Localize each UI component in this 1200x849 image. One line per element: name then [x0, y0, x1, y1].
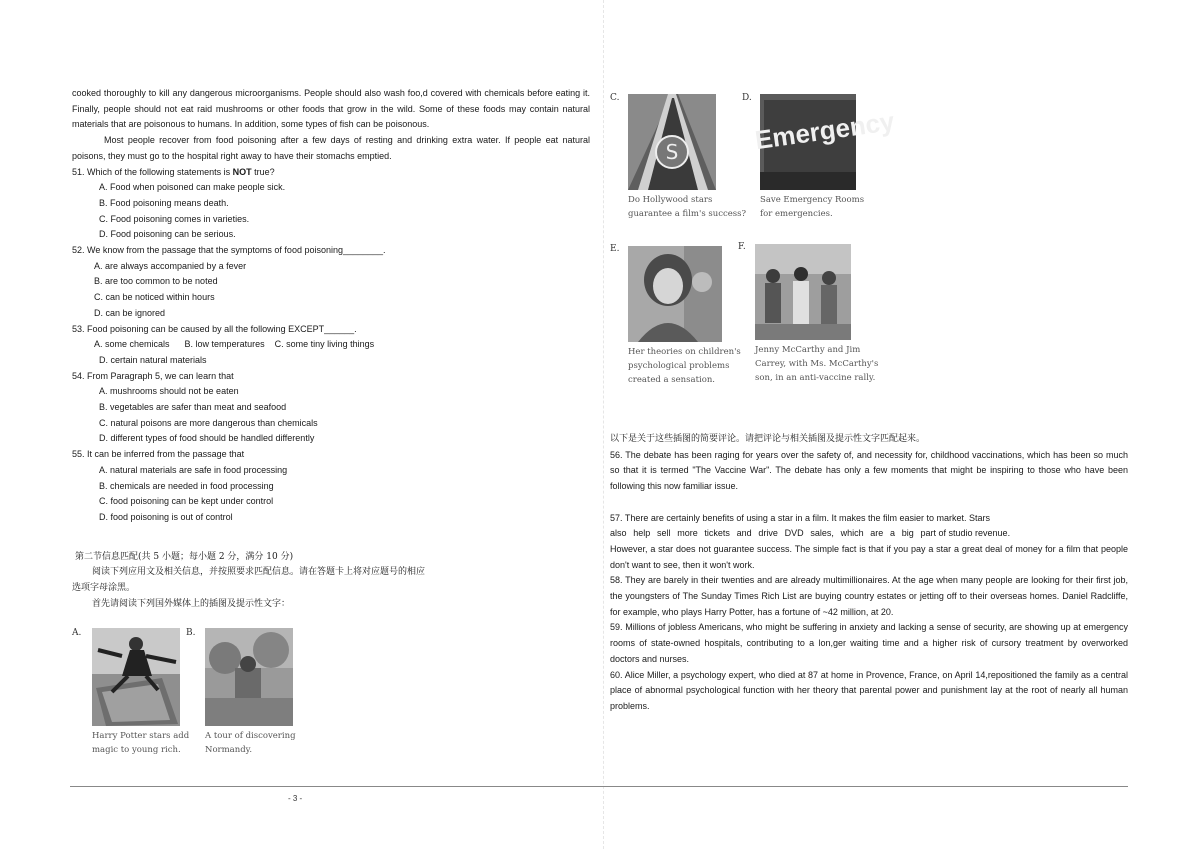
q53-option-a: A. some chemicals: [94, 339, 170, 350]
question-54-stem: 54. From Paragraph 5, we can learn that: [72, 370, 234, 381]
q54-option-d: D. different types of food should be handled differently: [99, 433, 315, 444]
figure-c-caption-2: guarantee a film's success?: [628, 209, 747, 219]
q55-option-b: B. chemicals are needed in food processing: [99, 480, 274, 491]
anti-vaccine-rally-image: [755, 244, 851, 340]
q54-option-b: B. vegetables are safer than meat and seafood: [99, 402, 287, 413]
emergency-sign-image: [753, 94, 897, 190]
item-60: 60. Alice Miller, a psychology expert, who died at 87 at home in Provence, France, on April 14,repositioned the family as a central place of abnormal psychological function with her theory that parental power and punishment lay at the root of nearly all human problems.: [610, 669, 1128, 711]
emergency-sign-text: Emergency: [753, 105, 897, 156]
q53-option-d: D. certain natural materials: [99, 354, 207, 365]
figure-f-letter: F.: [738, 242, 746, 252]
item-57-line-3: However, a star does not guarantee success. The simple fact is that if you pay a star a great deal of money for a film that people don't want to see, then it won't work.: [610, 543, 1128, 570]
alice-miller-portrait-image: [628, 246, 722, 342]
q52-option-d: D. can be ignored: [94, 307, 166, 318]
harry-potter-stars-image: [92, 628, 180, 726]
figure-c-letter: C.: [610, 93, 620, 103]
section-title: 第二节信息匹配(共 5 小题；每小题 2 分，满分 10 分): [75, 551, 294, 562]
q51-option-a: A. Food when poisoned can make people sick.: [99, 182, 286, 193]
question-51-stem: 51. Which of the following statements is NOT true?: [72, 166, 275, 177]
figure-a-caption-2: magic to young rich.: [92, 745, 181, 755]
q51-option-d: D. Food poisoning can be serious.: [99, 229, 236, 240]
figure-b-caption-1: A tour of discovering: [205, 731, 296, 741]
q51-option-c: C. Food poisoning comes in varieties.: [99, 213, 250, 224]
q52-option-b: B. are too common to be noted: [94, 276, 218, 287]
q54-option-a: A. mushrooms should not be eaten: [99, 386, 239, 397]
q55-option-a: A. natural materials are safe in food processing: [99, 464, 288, 475]
paragraph-2: Most people recover from food poisoning after a few days of resting and drinking extra water. If people eat natural poisons, they must go to the hospital right away to have their stomachs emptied.: [72, 135, 590, 161]
figure-b-letter: B.: [186, 628, 196, 638]
figure-e-caption-2: psychological problems: [628, 361, 730, 371]
question-53-stem: 53. Food poisoning can be caused by all the following EXCEPT______.: [72, 323, 357, 334]
figure-f-caption-2: Carrey, with Ms. McCarthy's: [755, 359, 879, 369]
q55-option-d: D. food poisoning is out of control: [99, 511, 233, 522]
left-column: [72, 86, 590, 613]
figure-e-caption-1: Her theories on children's: [628, 347, 741, 357]
figure-d-photo: [753, 94, 897, 190]
figure-a-caption-1: Harry Potter stars add: [92, 731, 190, 741]
item-56: 56. The debate has been raging for years over the safety of, and necessity for, childhood vaccinations, which has been so much so that it is termed "The Vaccine War". The debate has only a few moments that might be inspiring to those who have been following this now familiar issue.: [610, 449, 1128, 492]
figure-a-letter: A.: [72, 628, 82, 638]
q52-option-a: A. are always accompanied by a fever: [94, 260, 247, 271]
q53-option-c: C. some tiny living things: [274, 339, 375, 350]
instruction-line-3: 首先请阅读下列国外媒体上的插图及提示性文字：: [92, 598, 291, 609]
q54-option-c: C. natural poisons are more dangerous than chemicals: [99, 417, 318, 428]
figure-a-photo: [92, 628, 180, 726]
item-59: 59. Millions of jobless Americans, who might be suffering in anxiety and lacking a sense of security, are showing up at emergency rooms of state-owned hospitals, contributing to a lon,ger waiting time and a higher risk of cursory treatment by overworked doctors and nurses.: [610, 622, 1128, 664]
svg-text:S: S: [665, 140, 679, 164]
question-55-stem: 55. It can be inferred from the passage that: [72, 449, 245, 460]
figure-e-caption-3: created a sensation.: [628, 375, 716, 385]
figure-b-photo: [205, 628, 293, 726]
q53-options-abc: [72, 337, 590, 353]
figure-d-caption-1: Save Emergency Rooms: [760, 195, 865, 205]
item-58: 58. They are barely in their twenties and are already multimillionaires. At the age when many people are looking for their first job, the youngsters of The Sunday Times Rich List are buying country estates or jetting off to their overseas homes. Daniel Radcliffe, for example, who plays Harry Potter, has a fortune of ~42 million, at 20.: [610, 575, 1128, 617]
item-57-line-1: 57. There are certainly benefits of using a star in a film. It makes the film easier to market. Stars: [610, 512, 990, 523]
hollywood-star-dollar-image: [628, 94, 716, 190]
item-57-line-2-spread: also help sell more tickets and drive DVD sales, which are a big part: [610, 528, 936, 539]
figure-f-caption-1: Jenny McCarthy and Jim: [755, 345, 861, 355]
figure-e-photo: [628, 246, 722, 342]
figure-f-photo: [755, 244, 851, 340]
figure-b-caption-2: Normandy.: [205, 745, 253, 755]
question-52-stem: 52. We know from the passage that the symptoms of food poisoning________.: [72, 245, 386, 256]
figure-e-letter: E.: [610, 244, 620, 254]
item-57-line-2: [610, 526, 1128, 542]
q52-option-c: C. can be noticed within hours: [94, 292, 215, 303]
figure-d-caption-2: for emergencies.: [760, 209, 833, 219]
figure-c-caption-1: Do Hollywood stars: [628, 195, 713, 205]
figure-f-caption-3: son, in an anti-vaccine rally.: [755, 373, 876, 383]
item-57-line-2-end: of studio revenue.: [938, 528, 1011, 539]
q51-option-b: B. Food poisoning means death.: [99, 197, 229, 208]
right-column: [610, 432, 1128, 715]
figure-c-photo: [628, 94, 716, 190]
figure-d-letter: D.: [742, 93, 752, 103]
instruction-line-2: 选项字母涂黑。: [72, 583, 136, 594]
q55-option-c: C. food poisoning can be kept under control: [99, 496, 274, 507]
normandy-tour-image: [205, 628, 293, 726]
page-number: - 3 -: [288, 794, 303, 803]
page-fold-line: [603, 0, 604, 849]
comments-intro: 以下是关于这些插图的简要评论。请把评论与相关插图及提示性文字匹配起来。: [610, 434, 926, 444]
q53-option-b: B. low temperatures: [184, 339, 265, 350]
paragraph-1: cooked thoroughly to kill any dangerous microorganisms. People should also wash foo,d covered with chemicals before eating it. Finally, people should not eat raid mushrooms or other foods that grow in the wild. Some of these foods may contain natural materials that are poisonous to humans. In addition, some types of fish can be poisonous.: [72, 88, 590, 130]
instruction-line-1: 阅读下列应用文及相关信息，并按照要求匹配信息。请在答题卡上将对应题号的相应: [92, 567, 426, 578]
footer-rule: [70, 786, 1128, 787]
